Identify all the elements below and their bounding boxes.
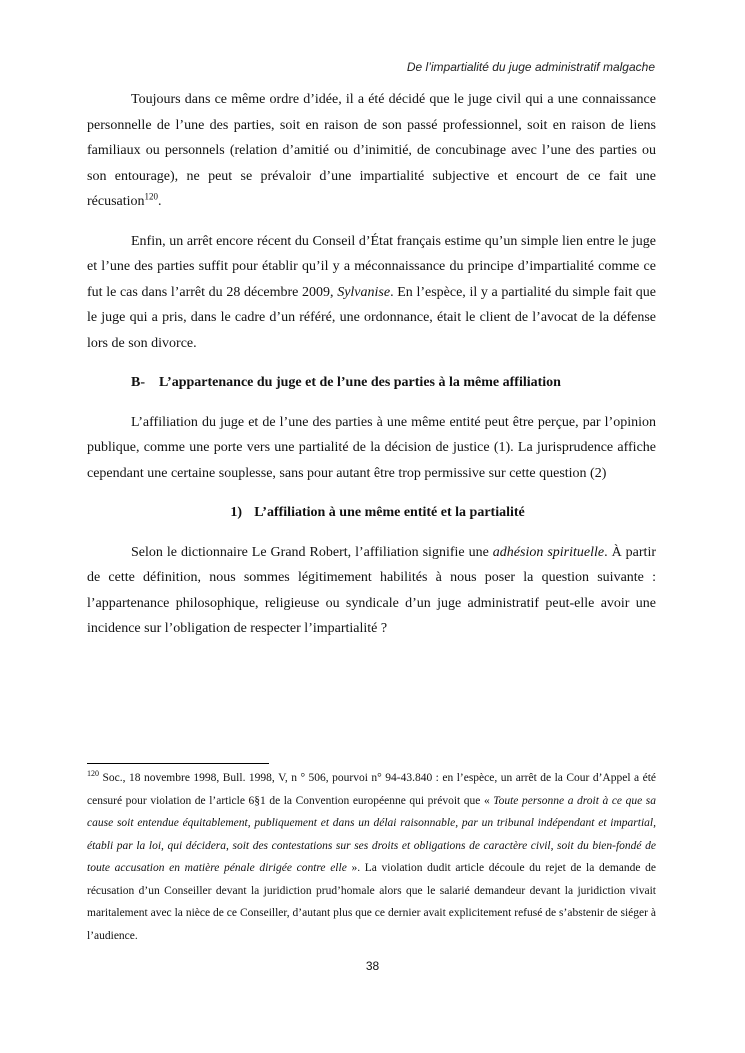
subsection-1-number: 1): [230, 505, 243, 520]
section-b-heading: [131, 370, 656, 396]
paragraph-4-text-b: . À partir de cette définition, nous sommes légitimement habilités à nous poser la question suivante : l’appartenance philosophique, religieuse ou syndicale d’un juge administratif peut-elle avoir une incidence sur l’obligation de respecter l’impartialité ?: [87, 544, 656, 636]
footnote-ref[interactable]: 120: [144, 191, 159, 202]
running-header: De l’impartialité du juge administratif malgache: [406, 60, 655, 74]
section-b-number: B-: [131, 375, 145, 390]
footnote-number: 120: [87, 769, 99, 779]
footnote-text-b: ». La violation dudit article découle du rejet de la demande de récusation d’un Conseiller devant la juridiction prud’homale alors que le salarié demandeur devant la juridiction vivait maritalement avec la nièce de ce Conseiller, d’autant plus que ce dernier avait explicitement refusé de s’abstenir de siéger à l’audience.: [87, 862, 656, 942]
subsection-1-heading: [87, 500, 656, 526]
case-name: Sylvanise: [337, 284, 391, 300]
paragraph-2-text-a: Enfin, un arrêt encore récent du Conseil d’État français estime qu’un simple lien entre le juge et l’une des parties suffit pour établir qu’il y a méconnaissance du principe d’impartialité comme ce fut le cas dans l’arrêt du 28 décembre 2009,: [87, 233, 656, 300]
footnote-quote: Toute personne a droit à ce que sa cause soit entendue équitablement, publiquement et dans un délai raisonnable, par un tribunal indépendant et impartial, établi par la loi, qui décidera, soit des contestations sur ses droits et obligations de caractère civil, soit du bien-fondé de toute accusation en matière pénale dirigée contre elle: [87, 794, 656, 874]
subsection-1-title: L’affiliation à une même entité et la partialité: [254, 505, 525, 520]
footnote-120: [87, 767, 656, 947]
paragraph-1-end: .: [158, 194, 162, 209]
footnote-text-a: Soc., 18 novembre 1998, Bull. 1998, V, n ° 506, pourvoi n° 94-43.840 : en l’espèce, un arrêt de la Cour d’Appel a été censuré pour violation de l’article 6§1 de la Convention européenne qui prévoit que «: [87, 772, 656, 807]
footnote-separator: [87, 763, 269, 764]
paragraph-1-text: Toujours dans ce même ordre d’idée, il a été décidé que le juge civil qui a une connaissance personnelle de l’une des parties, soit en raison de son passé professionnel, soit en raison de liens familiaux ou personnels (relation d’amitié ou d’inimitié, de concubinage avec l’une des parties ou son entourage), ne peut se prévaloir d’une impartialité subjective et encourt de ce fait une récusation: [87, 92, 656, 209]
paragraph-4-emphasis: adhésion spirituelle: [492, 544, 605, 560]
paragraph-1: [87, 87, 656, 215]
paragraph-3: L’affiliation du juge et de l’une des parties à une même entité peut être perçue, par l’opinion publique, comme une porte vers une partialité de la décision de justice (1). La jurisprudence affiche cependant une certaine souplesse, sans pour autant être trop permissive sur cette question (2): [87, 414, 656, 481]
page-body: [87, 87, 656, 656]
page-number: 38: [365, 959, 380, 973]
paragraph-2: [87, 229, 656, 357]
paragraph-2-text-b: . En l’espèce, il y a partialité du simple fait que le juge qui a pris, dans le cadre d’un référé, une ordonnance, était le client de l’avocat de la défense lors de son divorce.: [87, 284, 656, 351]
paragraph-4: [87, 540, 656, 642]
section-b-title: L’appartenance du juge et de l’une des parties à la même affiliation: [159, 375, 561, 390]
paragraph-4-text-a: Selon le dictionnaire Le Grand Robert, l’affiliation signifie une: [131, 544, 493, 560]
